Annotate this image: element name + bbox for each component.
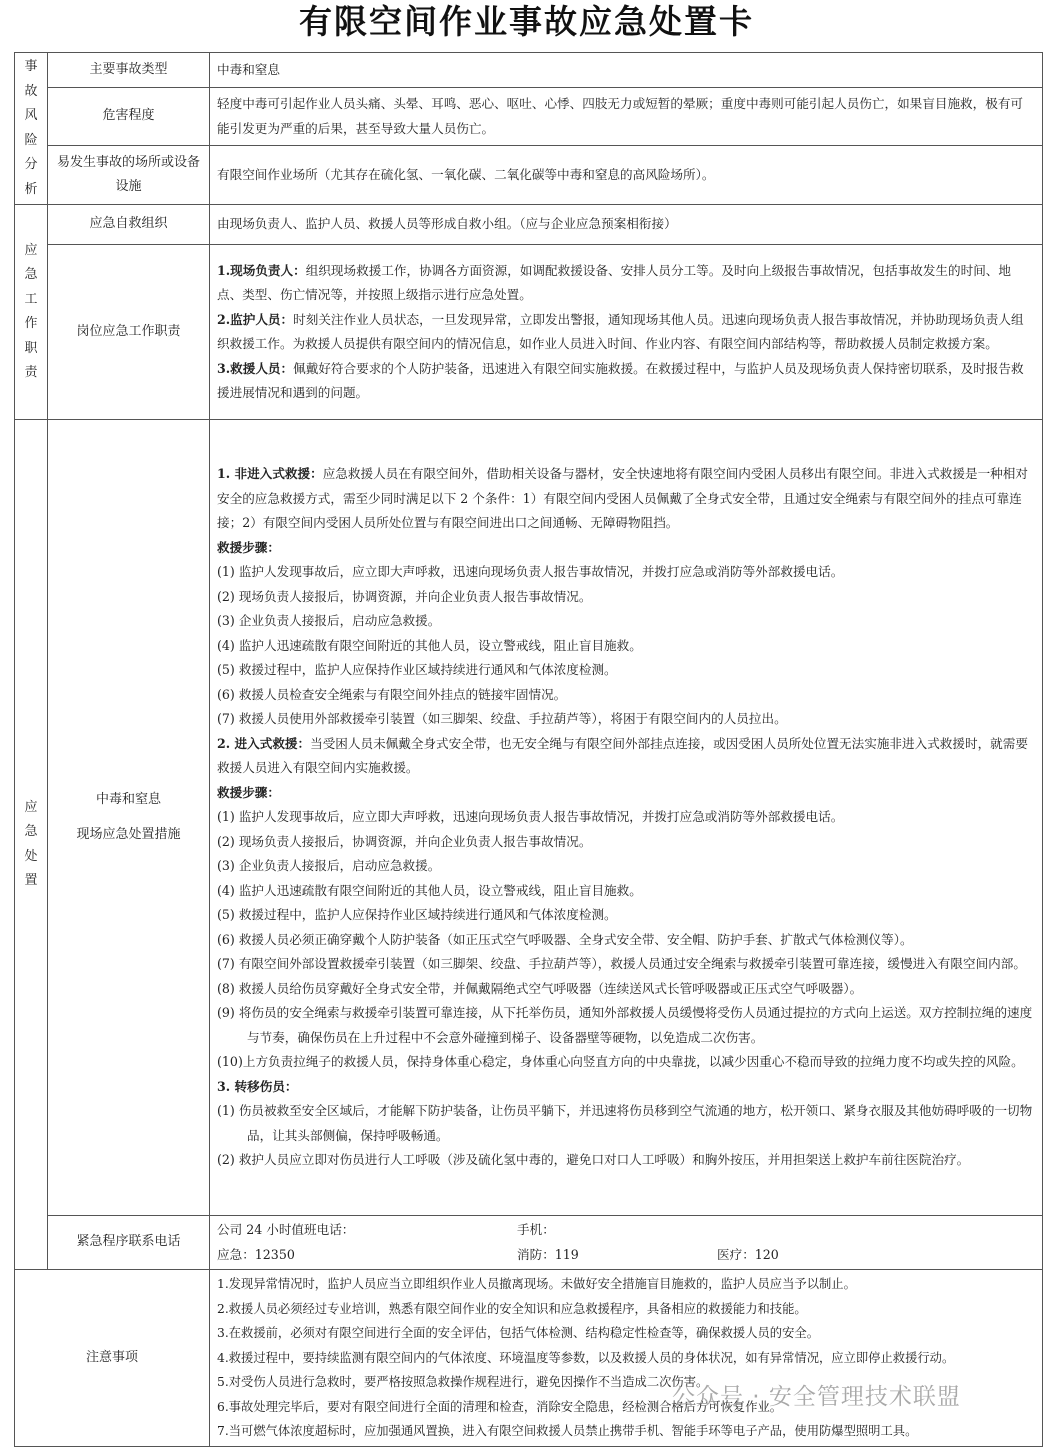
section-transfer-title: 3. 转移伤员： (217, 1078, 298, 1094)
note-item: 6.事故处理完毕后，要对有限空间进行全面的清理和检查，消除安全隐患，经检测合格后方可恢复作业。 (217, 1399, 783, 1414)
category-response (15, 420, 48, 1270)
note-item: 7.当可燃气体浓度超标时，应加强通风置换，进入有限空间救援人员禁止携带手机、智能手环等电子产品，使用防爆型照明工具。 (217, 1424, 918, 1438)
post-text: 时刻关注作业人员状态，一旦发现异常，立即发出警报，通知现场其他人员。迅速向现场负责人报告事故情况，并协助现场负责人组织救援工作。为救援人员提供有限空间内的情况信息，如作业人员进入时间、作业内容、有限空间内部结构等，帮助救援人员制定救援方案。 (217, 311, 1024, 351)
step-item: (5) 救援过程中，监护人应保持作业区域持续进行通风和气体浓度检测。 (217, 662, 617, 678)
step-item: (4) 监护人迅速疏散有限空间附近的其他人员，设立警戒线，阻止盲目施救。 (217, 882, 642, 898)
step-item: (1) 伤员被救至安全区域后，才能解下防护装备，让伤员平躺下，并迅速将伤员移到空气流通的地方，松开领口、紧身衣服及其他妨碍呼吸的一切物品，让其头部侧偏，保持呼吸畅通。 (217, 1103, 1033, 1143)
label-response-measures (48, 420, 210, 1216)
content-contacts (210, 1216, 1043, 1270)
note-item: 3.在救援前，必须对有限空间进行全面的安全评估，包括气体检测、结构稳定性检查等，确保救援人员的安全。 (217, 1326, 819, 1340)
step-item: (9) 将伤员的安全绳索与救援牵引装置可靠连接，从下托举伤员，通知外部救援人员缓慢将受伤人员通过提拉的方式向上运送。双方控制拉绳的速度与节奏，确保伤员在上升过程中不会意外碰撞到梯子、设备器壁等硬物，以免造成二次伤害。 (217, 1005, 1033, 1045)
company-hotline: 公司 24 小时值班电话： (217, 1222, 355, 1237)
response-row-measures (15, 420, 1043, 1216)
step-item: (8) 救援人员给伤员穿戴好全身式安全带，并佩戴隔绝式空气呼吸器（连续送风式长管呼吸器或正压式空气呼吸器）。 (217, 980, 863, 996)
medical-number: 医疗：120 (717, 1246, 779, 1262)
step-item: (7) 救援人员使用外部救援牵引装置（如三脚架、绞盘、手拉葫芦等），将困于有限空间内的人员拉出。 (217, 711, 787, 727)
step-item: (4) 监护人迅速疏散有限空间附近的其他人员，设立警戒线，阻止盲目施救。 (217, 637, 642, 653)
content-rescue-org: 由现场负责人、监护人员、救援人员等形成自救小组。（应与企业应急预案相衔接） (210, 205, 1043, 245)
post-role: 2.监护人员： (217, 311, 294, 327)
section-text: 当受困人员未佩戴全身式安全带，也无安全绳与有限空间外部挂点连接，或因受困人员所处位置无法实施非进入式救援时，就需要救援人员进入有限空间内实施救援。 (217, 735, 1028, 776)
step-item: (5) 救援过程中，监护人应保持作业区域持续进行通风和气体浓度检测。 (217, 907, 617, 923)
risk-row-harm (15, 87, 1043, 146)
post-duty-item (217, 308, 1035, 357)
post-text: 佩戴好符合要求的个人防护装备，迅速进入有限空间实施救援。在救援过程中，与监护人员及现场负责人保持密切联系，及时报告救援进展情况和遇到的问题。 (217, 360, 1024, 400)
label-rescue-org: 应急自救组织 (48, 205, 210, 245)
step-item: (6) 救援人员检查安全绳索与有限空间外挂点的链接牢固情况。 (217, 686, 567, 702)
section-non-entry-rescue (217, 462, 1035, 536)
note-item: 2.救援人员必须经过专业培训，熟悉有限空间作业的安全知识和应急救援程序，具备相应的救援能力和技能。 (217, 1301, 807, 1316)
section-text: 应急救援人员在有限空间外，借助相关设备与器材，安全快速地将有限空间内受困人员移出有限空间。非进入式救援是一种相对安全的应急救援方式，需至少同时满足以下 2 个条件：1）有限空间内受困人员佩戴了全身式安全带，且通过安全绳索与有限空间外的挂点可靠连接；2）有限空间内受困人员所处位置与有限空间进出口之间通畅、无障碍物阻挡。 (217, 466, 1028, 531)
note-item: 5.对受伤人员进行急救时，要严格按照急救操作规程进行，避免因操作不当造成二次伤害。 (217, 1375, 709, 1389)
step-item: (10)上方负责拉绳子的救援人员，保持身体重心稳定，身体重心向竖直方向的中央靠拢，以减少因重心不稳而导致的拉绳力度不均或失控的风险。 (217, 1054, 1024, 1070)
post-text: 组织现场救援工作，协调各方面资源，如调配救援设备、安排人员分工等。及时向上级报告事故情况，包括事故发生的时间、地点、类型、伤亡情况等，并按照上级指示进行应急处置。 (217, 262, 1011, 302)
response-row-contacts (15, 1216, 1043, 1270)
content-accident-type: 中毒和窒息 (210, 53, 1043, 88)
label-contacts: 紧急程序联系电话 (48, 1216, 210, 1270)
section-title: 1. 非进入式救援： (217, 466, 323, 482)
category-response-label: 应急处置 (24, 799, 38, 888)
category-duties (15, 205, 48, 420)
contacts-grid (217, 1218, 1035, 1267)
steps-heading: 救援步骤： (217, 539, 280, 555)
category-duties-label: 应急工作职责 (24, 242, 38, 380)
risk-row-places (15, 146, 1043, 205)
step-item: (3) 企业负责人接报后，启动应急救援。 (217, 858, 441, 874)
content-risk-places: 有限空间作业场所（尤其存在硫化氢、一氧化碳、二氧化碳等中毒和窒息的高风险场所）。 (210, 146, 1043, 205)
step-item: (3) 企业负责人接报后，启动应急救援。 (217, 613, 441, 629)
label-post-duties: 岗位应急工作职责 (48, 245, 210, 420)
label-notes: 注意事项 (15, 1270, 210, 1447)
category-risk-label: 事故风险分析 (24, 59, 38, 197)
step-item: (1) 监护人发现事故后，应立即大声呼救，迅速向现场负责人报告事故情况，并拨打应急或消防等外部救援电话。 (217, 564, 844, 580)
label-accident-type: 主要事故类型 (48, 53, 210, 88)
contact-blank (717, 1218, 1035, 1243)
watermark: 公众号 · 安全管理技术联盟 (672, 1384, 961, 1410)
section-title: 2. 进入式救援： (217, 735, 311, 751)
step-item: (7) 有限空间外部设置救援牵引装置（如三脚架、绞盘、手拉葫芦等），救援人员通过安全绳索与救援牵引装置可靠连接，缓慢进入有限空间内部。 (217, 956, 1026, 972)
post-role: 3.救援人员： (217, 360, 294, 376)
emergency-number: 应急：12350 (217, 1246, 295, 1262)
steps-heading: 救援步骤： (217, 784, 280, 800)
post-role: 1.现场负责人： (217, 262, 306, 278)
step-item: (2) 现场负责人接报后，协调资源，并向企业负责人报告事故情况。 (217, 588, 592, 604)
content-harm-degree: 轻度中毒可引起作业人员头痛、头晕、耳鸣、恶心、呕吐、心悸、四肢无力或短暂的晕厥；重度中毒则可能引起人员伤亡，如果盲目施救，极有可能引发更为严重的后果，甚至导致大量人员伤亡。 (210, 87, 1043, 146)
page-title: 有限空间作业事故应急处置卡 (299, 2, 754, 41)
section-entry-rescue (217, 732, 1035, 781)
response-label-line2: 现场应急处置措施 (76, 826, 181, 842)
response-label-line1: 中毒和窒息 (95, 792, 161, 807)
post-duty-item (217, 259, 1035, 308)
label-risk-places: 易发生事故的场所或设备设施 (48, 146, 210, 205)
content-notes (210, 1270, 1043, 1447)
fire-number: 消防：119 (517, 1246, 579, 1262)
notes-row (15, 1270, 1043, 1447)
risk-row-type (15, 53, 1043, 88)
note-item: 1.发现异常情况时，监护人员应当立即组织作业人员撤离现场。未做好安全措施盲目施救的，监护人员应当予以制止。 (217, 1277, 856, 1291)
note-item: 4.救援过程中，要持续监测有限空间内的气体浓度、环境温度等参数，以及救援人员的身体状况，如有异常情况，应立即停止救援行动。 (217, 1350, 955, 1365)
duty-row-org (15, 205, 1043, 245)
step-item: (2) 救护人员应立即对伤员进行人工呼吸（涉及硫化氢中毒的，避免口对口人工呼吸）和胸外按压，并用担架送上救护车前往医院治疗。 (217, 1152, 970, 1168)
step-item: (6) 救援人员必须正确穿戴个人防护装备（如正压式空气呼吸器、全身式安全带、安全帽、防护手套、扩散式气体检测仪等）。 (217, 931, 913, 947)
step-item: (2) 现场负责人接报后，协调资源，并向企业负责人报告事故情况。 (217, 833, 592, 849)
content-post-duties (210, 245, 1043, 420)
post-duty-item (217, 357, 1035, 406)
label-harm-degree: 危害程度 (48, 87, 210, 146)
emergency-card-table (14, 52, 1043, 1447)
category-risk (15, 53, 48, 205)
duty-row-posts (15, 245, 1043, 420)
mobile-phone: 手机： (517, 1222, 555, 1237)
step-item: (1) 监护人发现事故后，应立即大声呼救，迅速向现场负责人报告事故情况，并拨打应急或消防等外部救援电话。 (217, 809, 844, 825)
content-response-measures (210, 420, 1043, 1216)
